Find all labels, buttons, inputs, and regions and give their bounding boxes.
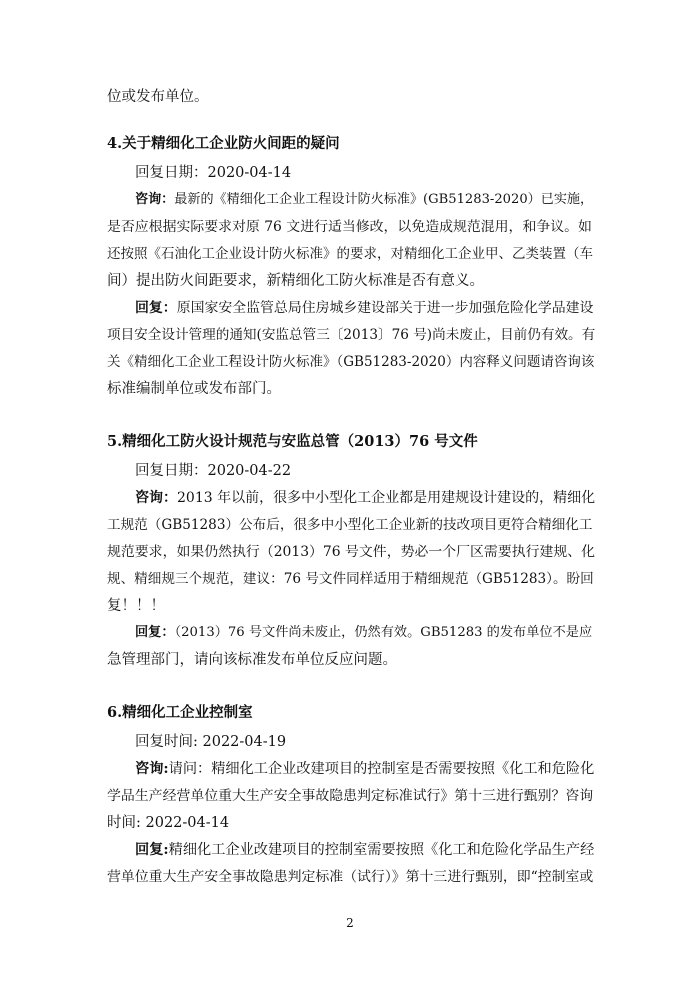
section-heading: 6.精细化工企业控制室 bbox=[107, 704, 253, 721]
text-line: 位或发布单位。 bbox=[107, 89, 209, 105]
section-heading: 5.精细化工防火设计规范与安监总管（2013）76 号文件 bbox=[107, 433, 478, 450]
reply-line: 回复:精细化工企业改建项目的控制室需要按照《化工和危险化学品生产经 bbox=[135, 842, 595, 858]
reply-date: 回复时间: 2022-04-19 bbox=[135, 734, 287, 750]
text-line: 标准编制单位或发布部门。 bbox=[107, 381, 281, 397]
text-line: 学品生产经营单位重大生产安全事故隐患判定标准试行》第十三进行甄别？咨询 bbox=[107, 788, 594, 804]
text-line: 急管理部门，请向该标准发布单位反应问题。 bbox=[107, 652, 397, 668]
consult-line: 咨询：最新的《精细化工企业工程设计防火标准》(GB51283-2020）已实施， bbox=[135, 192, 594, 207]
page-number: 2 bbox=[346, 916, 354, 930]
reply-date: 回复日期：2020-04-14 bbox=[135, 165, 292, 181]
reply-date: 回复日期：2020-04-22 bbox=[135, 463, 292, 479]
text-line: 规、精细规三个规范，建议：76 号文件同样适用于精细规范（GB51283）。盼回 bbox=[107, 571, 594, 587]
reply-line: 回复：（2013）76 号文件尚未废止，仍然有效。GB51283 的发布单位不是应 bbox=[135, 625, 593, 640]
text-line: 复！！！ bbox=[107, 598, 165, 614]
text-line: 营单位重大生产安全事故隐患判定标准（试行）》第十三进行甄别，即“控制室或 bbox=[107, 869, 594, 885]
consult-line: 咨询：2013 年以前，很多中小型化工企业都是用建规设计建设的，精细化 bbox=[135, 490, 596, 506]
text-line: 关《精细化工企业工程设计防火标准》（GB51283-2020）内容释义问题请咨询该 bbox=[107, 354, 595, 370]
text-line: 规范要求，如果仍然执行（2013）76 号文件，势必一个厂区需要执行建规、化 bbox=[107, 544, 596, 560]
text-line: 项目安全设计管理的通知(安监总管三〔2013〕76 号)尚未废止，目前仍有效。有 bbox=[107, 327, 596, 343]
section-heading: 4.关于精细化工企业防火间距的疑问 bbox=[107, 135, 340, 152]
text-line: 时间: 2022-04-14 bbox=[107, 815, 230, 831]
consult-line: 咨询:请问：精细化工企业改建项目的控制室是否需要按照《化工和危险化 bbox=[135, 761, 595, 777]
text-line: 是否应根据实际要求对原 76 文进行适当修改，以免造成规范混用，和争议。如 bbox=[107, 219, 592, 235]
text-line: 间）提出防火间距要求，新精细化工防火标准是否有意义。 bbox=[107, 273, 484, 289]
text-line: 还按照《石油化工企业设计防火标准》的要求，对精细化工企业甲、乙类装置（车 bbox=[107, 246, 593, 262]
text-line: 工规范（GB51283）公布后，很多中小型化工企业新的技改项目更符合精细化工 bbox=[107, 517, 593, 533]
reply-line: 回复：原国家安全监管总局住房城乡建设部关于进一步加强危险化学品建设 bbox=[135, 300, 594, 316]
